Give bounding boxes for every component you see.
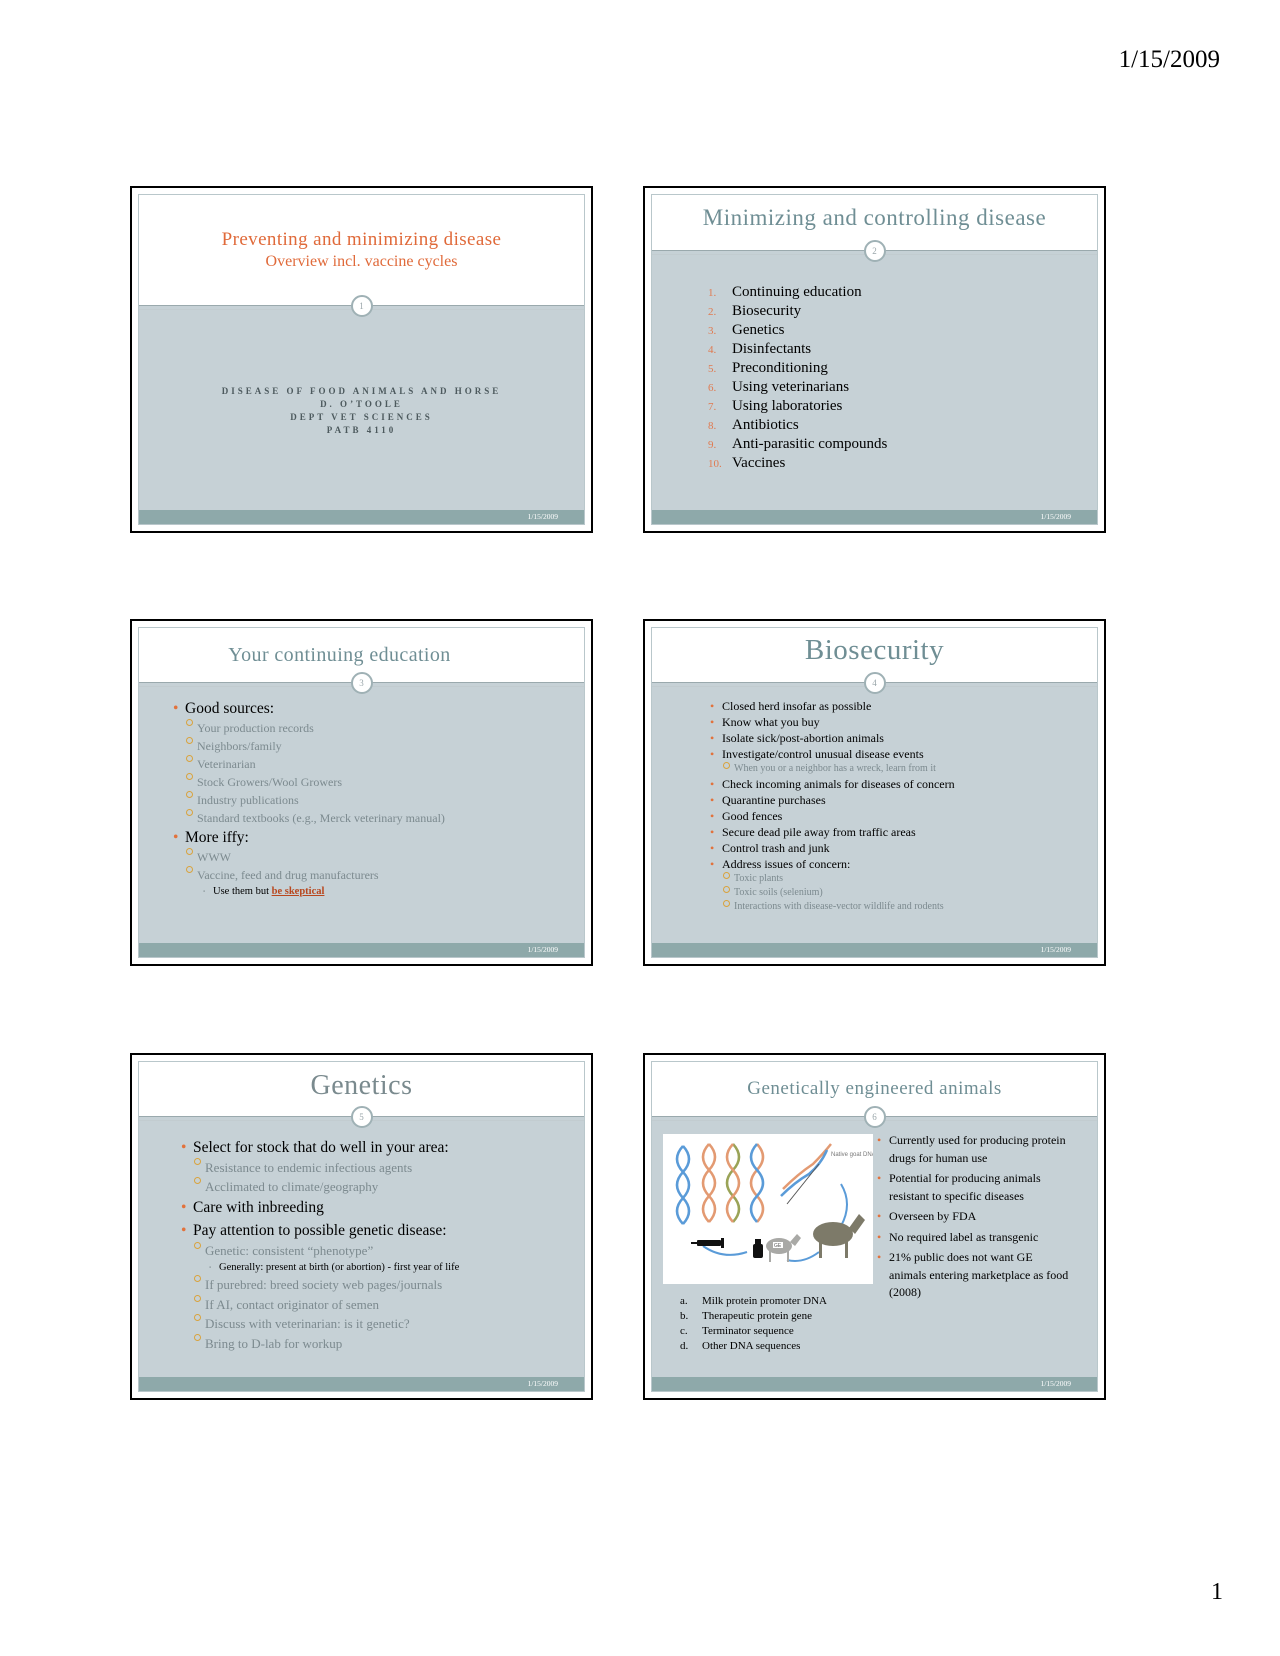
- good-source-item: Stock Growers/Wool Growers: [185, 773, 564, 791]
- slide-title: Your continuing education: [228, 644, 451, 666]
- topic-text: Anti-parasitic compounds: [732, 436, 888, 452]
- ge-animals-item: • Overseen by FDA: [877, 1208, 1072, 1226]
- topic-text: Biosecurity: [732, 303, 802, 319]
- iffy-sources-list: [185, 848, 564, 884]
- legend-text: Other DNA sequences: [702, 1340, 801, 1352]
- genetic-disease-item: Bring to D-lab for workup: [193, 1334, 574, 1354]
- slide-date: 1/15/2009: [1040, 512, 1071, 521]
- slide-footer: [139, 510, 584, 524]
- biosecurity-list-b: [710, 776, 1087, 872]
- topic-text: Preconditioning: [732, 360, 828, 376]
- bullet-genetic-disease: • Pay attention to possible genetic disease:: [181, 1219, 574, 1242]
- slide-3: [130, 619, 593, 966]
- select-stock-list: [193, 1158, 574, 1196]
- topic-item: [708, 435, 887, 454]
- slide-footer: [652, 510, 1097, 524]
- topic-item: [708, 359, 887, 378]
- slide-body: [710, 698, 1087, 914]
- bullet-select-stock: • Select for stock that do well in your area:: [181, 1137, 574, 1158]
- topic-number: 2.: [708, 306, 717, 318]
- slide-title: Minimizing and controlling disease: [702, 205, 1047, 230]
- slide-footer: [139, 1377, 584, 1391]
- select-stock-item: Acclimated to climate/geography: [193, 1177, 574, 1196]
- biosecurity-item: • Isolate sick/post-abortion animals: [710, 730, 1087, 746]
- page-number: 1: [1211, 1579, 1223, 1605]
- biosecurity-item: • Check incoming animals for diseases of concern: [710, 776, 1087, 792]
- concern-item: Toxic plants: [722, 872, 1087, 886]
- legend-letter: d.: [680, 1340, 689, 1352]
- topic-item: [708, 397, 887, 416]
- slide-number-badge: 5: [351, 1106, 373, 1128]
- native-dna-label: Native goat DNA: [831, 1152, 873, 1158]
- slide-date: 1/15/2009: [527, 1379, 558, 1388]
- good-source-item: Neighbors/family: [185, 737, 564, 755]
- legend-letter: c.: [680, 1325, 688, 1337]
- slide-number-badge: 3: [351, 672, 373, 694]
- ge-badge: GE: [774, 1243, 782, 1249]
- slide-number-badge: 4: [864, 672, 886, 694]
- good-source-item: Industry publications: [185, 791, 564, 809]
- topic-number: 3.: [708, 325, 717, 337]
- legend-text: Therapeutic protein gene: [702, 1310, 812, 1322]
- page-date: 1/15/2009: [1118, 46, 1220, 73]
- slide-6: [643, 1053, 1106, 1400]
- goat-icon: [813, 1214, 865, 1258]
- dna-helix-icon: [677, 1146, 689, 1224]
- topic-text: Using laboratories: [732, 398, 843, 414]
- be-skeptical-link[interactable]: be skeptical: [271, 886, 325, 897]
- diagram-legend: [680, 1294, 827, 1354]
- legend-letter: b.: [680, 1310, 689, 1322]
- topic-number: 10.: [708, 458, 722, 470]
- slide-title: Genetics: [310, 1070, 413, 1101]
- dna-helix-icon: [751, 1144, 763, 1222]
- iffy-source-item: WWW: [185, 848, 564, 866]
- author-name: D. O’TOOLE: [320, 399, 403, 409]
- slide-subtitle: Overview incl. vaccine cycles: [265, 253, 458, 270]
- topic-text: Disinfectants: [732, 341, 812, 357]
- skeptical-note: [203, 884, 564, 900]
- slide-2: [643, 186, 1106, 533]
- legend-text: Terminator sequence: [702, 1325, 794, 1337]
- topic-text: Continuing education: [732, 284, 862, 300]
- biosecurity-item: • Quarantine purchases: [710, 792, 1087, 808]
- slide-number-badge: 6: [864, 1106, 886, 1128]
- slide-5: [130, 1053, 593, 1400]
- legend-item: [680, 1309, 827, 1324]
- genetic-disease-item: If AI, contact originator of semen: [193, 1295, 574, 1315]
- goat-icon: [766, 1234, 801, 1262]
- topic-text: Using veterinarians: [732, 379, 850, 395]
- topic-number: 8.: [708, 420, 717, 432]
- dna-helix-icon: [781, 1144, 831, 1196]
- topic-number: 5.: [708, 363, 717, 375]
- bullet-more-iffy: • More iffy:: [173, 828, 564, 848]
- skeptical-prefix: Use them but: [213, 886, 272, 897]
- iffy-source-item: Vaccine, feed and drug manufacturers: [185, 866, 564, 884]
- biosecurity-item: • Secure dead pile away from traffic areas: [710, 824, 1087, 840]
- topic-item: [708, 302, 887, 321]
- wreck-note: When you or a neighbor has a wreck, learn from it: [722, 762, 1087, 776]
- dna-helix-icon: [727, 1144, 739, 1222]
- legend-item: [680, 1339, 827, 1354]
- topic-text: Vaccines: [732, 455, 786, 471]
- slide-date: 1/15/2009: [527, 512, 558, 521]
- slide-date: 1/15/2009: [1040, 1379, 1071, 1388]
- ge-animals-item: • 21% public does not want GE animals entering marketplace as food (2008): [877, 1249, 1072, 1302]
- slide-number-badge: 2: [864, 240, 886, 262]
- slide-1: [130, 186, 593, 533]
- biosecurity-item: • Investigate/control unusual disease events: [710, 746, 1087, 762]
- genetic-phenotype: Genetic: consistent “phenotype”: [193, 1242, 574, 1260]
- biosecurity-item: • Closed herd insofar as possible: [710, 698, 1087, 714]
- ge-animals-item: • Currently used for producing protein drugs for human use: [877, 1132, 1072, 1167]
- course-name: DISEASE OF FOOD ANIMALS AND HORSE: [221, 386, 502, 396]
- biosecurity-list-a: [710, 698, 1087, 762]
- topic-item: [708, 378, 887, 397]
- ge-animals-item: • No required label as transgenic: [877, 1229, 1072, 1247]
- good-source-item: Your production records: [185, 719, 564, 737]
- topic-item: [708, 416, 887, 435]
- legend-item: [680, 1324, 827, 1339]
- topic-number: 1.: [708, 287, 717, 299]
- slide-title: Genetically engineered animals: [747, 1078, 1002, 1099]
- select-stock-item: Resistance to endemic infectious agents: [193, 1158, 574, 1177]
- topic-number: 7.: [708, 401, 717, 413]
- topic-item: [708, 340, 887, 359]
- arrow-icon: [703, 1246, 747, 1255]
- ge-animals-list: [877, 1132, 1072, 1305]
- slide-footer: [652, 943, 1097, 957]
- topic-text: Antibiotics: [732, 417, 799, 433]
- good-sources-list: [185, 719, 564, 827]
- topic-number: 4.: [708, 344, 717, 356]
- good-source-item: Veterinarian: [185, 755, 564, 773]
- biosecurity-item: • Address issues of concern:: [710, 856, 1087, 872]
- department: DEPT VET SCIENCES: [290, 412, 433, 422]
- slide-date: 1/15/2009: [1040, 945, 1071, 954]
- bullet-inbreeding: • Care with inbreeding: [181, 1196, 574, 1219]
- transgenic-goat-diagram: [663, 1134, 873, 1284]
- topic-list: [708, 283, 887, 473]
- legend-text: Milk protein promoter DNA: [702, 1295, 827, 1307]
- legend-item: [680, 1294, 827, 1309]
- biosecurity-item: • Good fences: [710, 808, 1087, 824]
- slide-body: [181, 1137, 574, 1353]
- ge-animals-item: • Potential for producing animals resistant to specific diseases: [877, 1170, 1072, 1205]
- slide-4: [643, 619, 1106, 966]
- topic-item: [708, 321, 887, 340]
- syringe-icon: [691, 1238, 724, 1248]
- slide-footer: [139, 943, 584, 957]
- topic-number: 9.: [708, 439, 717, 451]
- dna-helix-icon: [703, 1144, 715, 1222]
- slide-number-badge: 1: [351, 295, 373, 317]
- slide-body: [173, 699, 564, 900]
- slide-header: [139, 195, 584, 306]
- topic-number: 6.: [708, 382, 717, 394]
- topic-item: [708, 454, 887, 473]
- genetic-disease-list: [193, 1275, 574, 1353]
- biosecurity-item: • Control trash and junk: [710, 840, 1087, 856]
- concern-item: Toxic soils (selenium): [722, 886, 1087, 900]
- topic-item: [708, 283, 887, 302]
- biosecurity-item: • Know what you buy: [710, 714, 1087, 730]
- slide-title: Biosecurity: [804, 634, 945, 666]
- good-source-item: Standard textbooks (e.g., Merck veterinary manual): [185, 809, 564, 827]
- bullet-good-sources: • Good sources:: [173, 699, 564, 719]
- genetic-disease-item: If purebred: breed society web pages/journals: [193, 1275, 574, 1295]
- slide-date: 1/15/2009: [527, 945, 558, 954]
- slide-byline: [139, 385, 584, 437]
- topic-text: Genetics: [732, 322, 785, 338]
- slide-title: Preventing and minimizing disease: [221, 229, 502, 250]
- concern-item: Interactions with disease-vector wildlife and rodents: [722, 900, 1087, 914]
- arrow-icon: [787, 1252, 819, 1261]
- milk-bottle-icon: [753, 1239, 763, 1258]
- slide-footer: [652, 1377, 1097, 1391]
- legend-letter: a.: [680, 1295, 688, 1307]
- course-code: PATB 4110: [326, 425, 397, 435]
- genetic-disease-item: Discuss with veterinarian: is it genetic?: [193, 1314, 574, 1334]
- phenotype-detail: ▪ Generally: present at birth (or abortion) - first year of life: [209, 1260, 574, 1275]
- dna-goat-illustration: [663, 1134, 873, 1284]
- concerns-list: [722, 872, 1087, 914]
- arrow-icon: [841, 1184, 847, 1226]
